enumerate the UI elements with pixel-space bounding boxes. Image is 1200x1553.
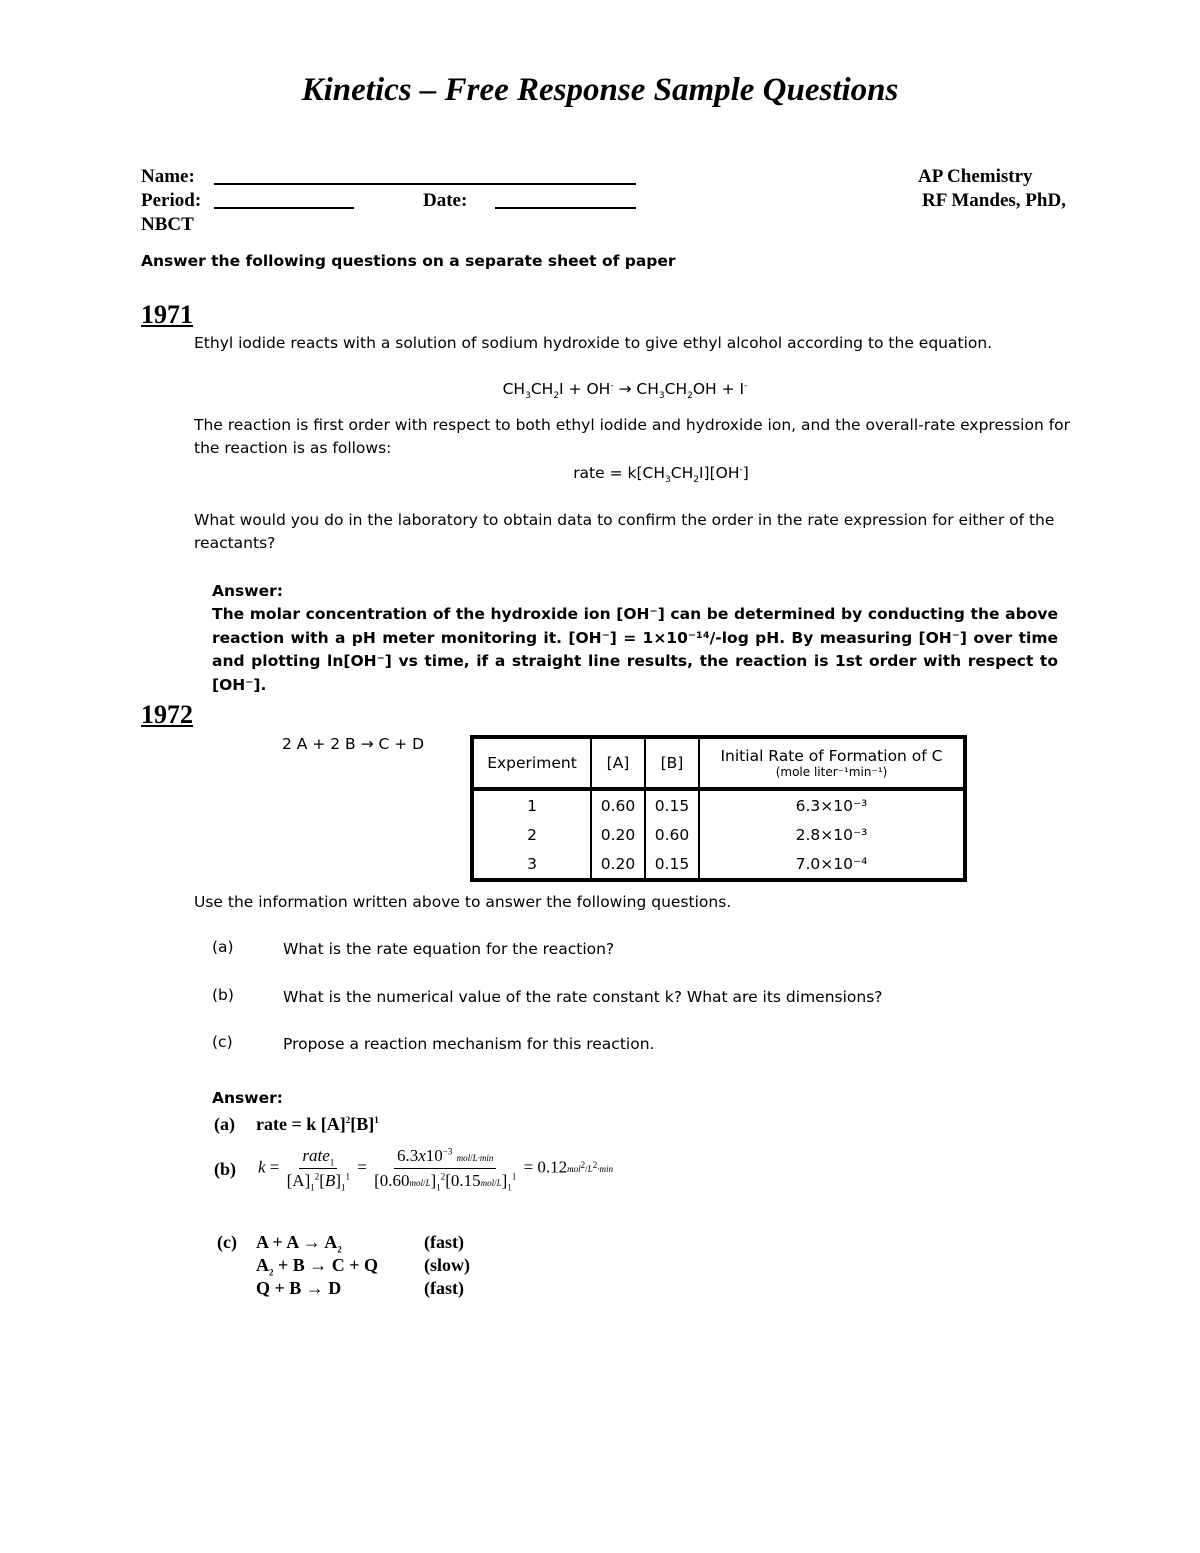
- cell: 7.0×10⁻⁴: [699, 849, 965, 880]
- cell: 1: [472, 789, 591, 820]
- cell: 0.20: [591, 820, 645, 849]
- section-1971-heading: 1971: [141, 300, 193, 329]
- q1971-answer-label: Answer:: [212, 582, 283, 600]
- q1972-answer-label: Answer:: [212, 1089, 283, 1107]
- table-row: [472, 849, 965, 880]
- col-initial-rate: [699, 737, 965, 789]
- mechanism-step-1: $A + A \to A_2$: [256, 1232, 342, 1255]
- q1971-answer: The molar concentration of the hydroxide ion [OH⁻] can be determined by conducting the above reaction with a pH meter monitoring it. [OH⁻] = 1×10⁻¹⁴/-log pH. By measuring [OH⁻] over time and plotting ln[OH⁻] vs time, if a straight line results, the reaction is 1st order with respect to [OH⁻].: [212, 605, 1058, 694]
- instructions: Answer the following questions on a separate sheet of paper: [141, 252, 676, 270]
- cell: 0.15: [645, 849, 699, 880]
- page-title: Kinetics – Free Response Sample Questions: [301, 72, 899, 108]
- fraction-values: $\frac{6.3x10^{-3} mol/L\cdot\min}{[0.60mol/L]_1^2[0.15mol/L]_1^1}$: [374, 1146, 517, 1193]
- col-experiment: Experiment: [472, 737, 591, 789]
- mechanism-step-3: Q + B → D: [256, 1278, 342, 1298]
- period-field[interactable]: [214, 207, 354, 209]
- mechanism-speed-1: (fast): [424, 1232, 464, 1252]
- q1971-intro: Ethyl iodide reacts with a solution of sodium hydroxide to give ethyl alcohol according to the equation.: [194, 334, 993, 352]
- course-label: AP Chemistry: [918, 166, 1033, 187]
- table-row: [472, 789, 965, 820]
- answer-b-letter: (b): [214, 1159, 236, 1179]
- mechanism-speed-2: (slow): [424, 1255, 470, 1275]
- cell: 2: [472, 820, 591, 849]
- mechanism-speed-3: (fast): [424, 1278, 464, 1298]
- part-b-text: What is the numerical value of the rate constant k? What are its dimensions?: [283, 988, 883, 1006]
- section-1972-heading: 1972: [141, 700, 193, 729]
- cell: 2.8×10⁻³: [699, 820, 965, 849]
- part-a-text: What is the rate equation for the reaction?: [283, 940, 615, 958]
- part-c-text: Propose a reaction mechanism for this reaction.: [283, 1035, 655, 1053]
- teacher-label: RF Mandes, PhD,: [922, 190, 1066, 211]
- answer-b-equation: k = $\frac{rate_1}{[A]_1^2[B]_1^1}$ = $\frac{6.3x10^{-3} mol/L\cdot\min}{[0.60mol/L]_1^2[0.15mol/L]_1^1}$ = $0.12mol^2/L^2\cdot\min$: [258, 1146, 613, 1193]
- period-label: Period:: [141, 190, 202, 211]
- name-label: Name:: [141, 166, 195, 187]
- cell: 0.60: [591, 789, 645, 820]
- q1972-reaction: 2 A + 2 B → C + D: [282, 735, 425, 753]
- q1971-para: The reaction is first order with respect to both ethyl iodide and hydroxide ion, and the overall-rate expression for the reaction is as follows:: [194, 416, 1071, 457]
- q1971-rate-law: rate = $k[CH_3CH_2I][OH^-]$: [573, 464, 749, 486]
- answer-c-letter: (c): [217, 1232, 237, 1252]
- col-initial-rate-title: Initial Rate of Formation of C: [720, 747, 943, 765]
- cell: 0.20: [591, 849, 645, 880]
- fraction-rate: $\frac{rate_1}{[A]_1^2[B]_1^1}$: [286, 1146, 350, 1193]
- answer-a-letter: (a): [214, 1114, 235, 1134]
- rate-data-table: [470, 735, 967, 882]
- name-field[interactable]: [214, 183, 636, 185]
- part-b-letter: (b): [212, 986, 234, 1004]
- cell: 0.60: [645, 820, 699, 849]
- cell: 3: [472, 849, 591, 880]
- q1971-question: What would you do in the laboratory to obtain data to confirm the order in the rate expression for either of the reactants?: [194, 511, 1055, 552]
- q1971-equation: $CH_3CH_2I + OH^- \to CH_3CH_2OH + I^-$: [502, 380, 748, 402]
- table-row: [472, 820, 965, 849]
- col-a: [A]: [591, 737, 645, 789]
- cell: 0.15: [645, 789, 699, 820]
- col-b: [B]: [645, 737, 699, 789]
- date-field[interactable]: [495, 207, 636, 209]
- answer-a-rate-law: rate = k $[A]^2[B]^1$: [256, 1114, 379, 1134]
- part-a-letter: (a): [212, 938, 234, 956]
- col-initial-rate-units: (mole liter⁻¹min⁻¹): [775, 765, 888, 779]
- date-label: Date:: [423, 190, 468, 211]
- teacher-cert: NBCT: [141, 214, 194, 235]
- part-c-letter: (c): [212, 1033, 233, 1051]
- mechanism-step-2: $A_2 + B \to C + Q$: [256, 1255, 379, 1278]
- q1972-use-info: Use the information written above to answer the following questions.: [194, 893, 732, 911]
- cell: 6.3×10⁻³: [699, 789, 965, 820]
